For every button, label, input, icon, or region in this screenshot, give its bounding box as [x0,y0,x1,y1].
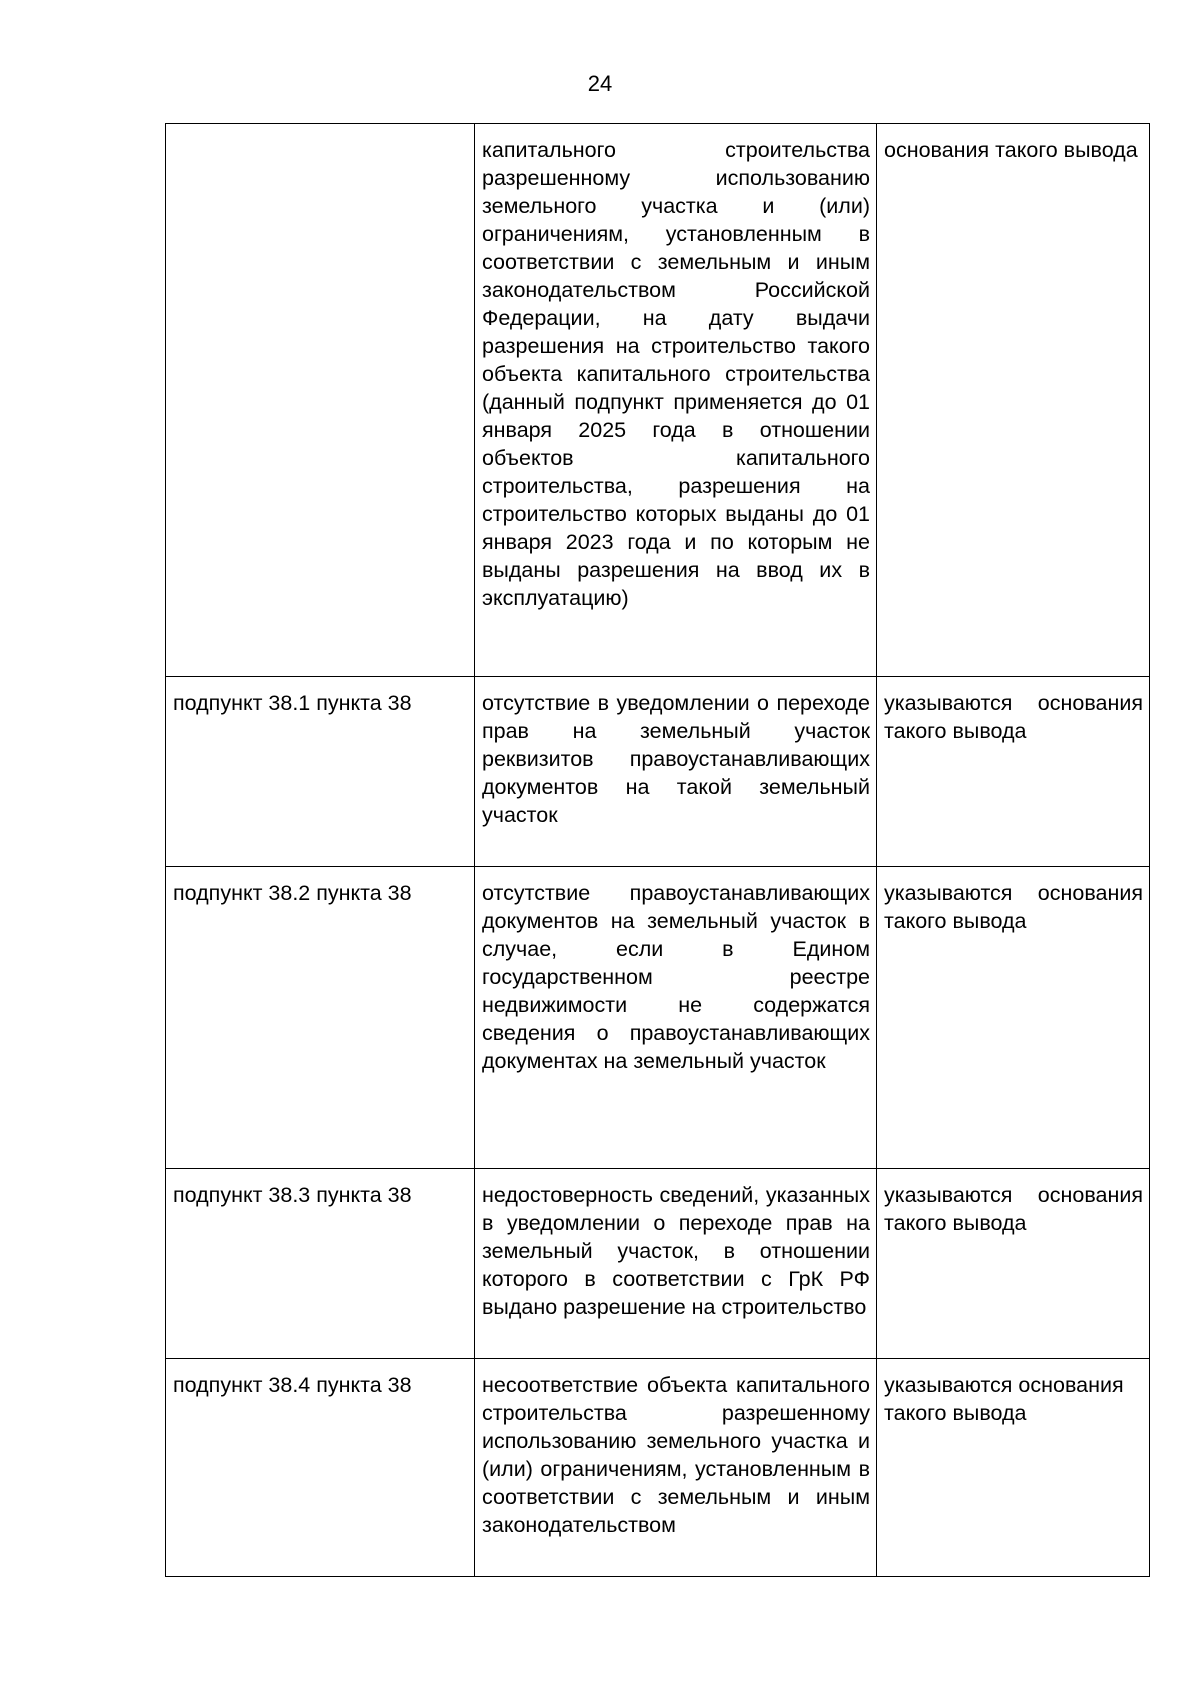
ref-cell: подпункт 38.3 пункта 38 [166,1169,475,1359]
ref-cell [166,124,475,677]
explanation-cell: указываются основания такого вывода [877,867,1150,1169]
explanation-cell: указываются основания такого вывода [877,677,1150,867]
explanation-cell: основания такого вывода [877,124,1150,677]
page-number: 24 [587,71,613,96]
description-cell: отсутствие правоустанавливающих документов на земельный участок в случае, если в Едином государственном реестре недвижимости не содержатся сведения о правоустанавливающих документах на земельный участок [475,867,877,1169]
ref-cell: подпункт 38.2 пункта 38 [166,867,475,1169]
grounds-table [165,123,1150,1577]
ref-cell: подпункт 38.4 пункта 38 [166,1359,475,1577]
ref-cell: подпункт 38.1 пункта 38 [166,677,475,867]
table-row [166,867,1150,1169]
table-row [166,677,1150,867]
table-row [166,124,1150,677]
description-cell: недостоверность сведений, указанных в уведомлении о переходе прав на земельный участок, в отношении которого в соответствии с ГрК РФ выдано разрешение на строительство [475,1169,877,1359]
description-cell: отсутствие в уведомлении о переходе прав на земельный участок реквизитов правоустанавливающих документов на такой земельный участок [475,677,877,867]
table-row [166,1169,1150,1359]
explanation-cell: указываются основания такого вывода [877,1169,1150,1359]
explanation-cell: указываются основания такого вывода [877,1359,1150,1577]
description-cell: капитального строительства разрешенному использованию земельного участка и (или) ограничениям, установленным в соответствии с земельным и иным законодательством Российской Федерации, на дату выдачи разрешения на строительство такого объекта капитального строительства (данный подпункт применяется до 01 января 2025 года в отношении объектов капитального строительства, разрешения на строительство которых выданы до 01 января 2023 года и по которым не выданы разрешения на ввод их в эксплуатацию) [475,124,877,677]
description-cell: несоответствие объекта капитального строительства разрешенному использованию земельного участка и (или) ограничениям, установленным в соответствии с земельным и иным законодательством [475,1359,877,1577]
table-row [166,1359,1150,1577]
